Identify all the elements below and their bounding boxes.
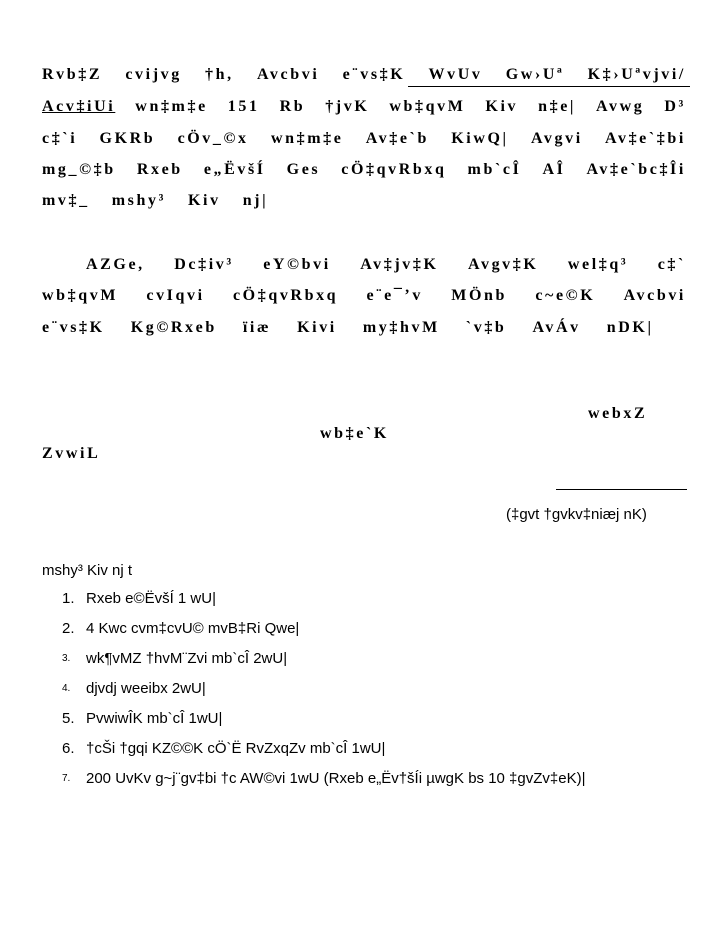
word: eY©bvi bbox=[263, 256, 331, 273]
list-number: 6. bbox=[62, 740, 75, 757]
word: cÖ‡qvRbxq bbox=[341, 161, 447, 178]
word: Avcbvi bbox=[256, 66, 320, 83]
list-item bbox=[62, 764, 585, 794]
header-line-1 bbox=[42, 66, 686, 84]
word: GKRb bbox=[99, 130, 156, 147]
body-line-1 bbox=[86, 256, 686, 274]
word: e¨vs‡K bbox=[42, 319, 105, 336]
list-text: 200 UvKv g~j¨gv‡bi †c AW©vi 1wU (Rxeb e„Ëv†šÍi µwgK bs 10 ‡gvZv‡eK)| bbox=[86, 770, 586, 787]
word: mv‡_ bbox=[42, 192, 90, 209]
list-number: 4. bbox=[62, 683, 71, 694]
nibedak-label: webxZ bbox=[588, 405, 648, 422]
header-line-4 bbox=[42, 161, 686, 179]
list-item bbox=[62, 644, 585, 674]
word: mg_©‡b bbox=[42, 161, 116, 178]
date-label: ZvwiL bbox=[42, 445, 101, 462]
list-number: 7. bbox=[62, 773, 71, 784]
list-number: 5. bbox=[62, 710, 75, 727]
word: e¨e¯’v bbox=[366, 287, 423, 304]
word: wn‡m‡e bbox=[270, 130, 344, 147]
word: wb‡qvM bbox=[42, 287, 119, 304]
list-text: 4 Kwc cvm‡cvU© mvB‡Ri Qwe| bbox=[86, 620, 300, 637]
word: Rb bbox=[279, 98, 306, 115]
word: Avgvi bbox=[530, 130, 583, 147]
attachments-list bbox=[62, 584, 585, 794]
word: 151 bbox=[227, 98, 260, 115]
word: Kiv bbox=[485, 98, 519, 115]
word: `v‡b bbox=[465, 319, 507, 336]
word: cÖv_©x bbox=[177, 130, 249, 147]
word: MÖnb bbox=[451, 287, 508, 304]
word: cÖ‡qvRbxq bbox=[232, 287, 339, 304]
word: cvijvg bbox=[125, 66, 182, 83]
body-line-3 bbox=[42, 319, 686, 337]
attachments-title: mshy³ Kiv nj t bbox=[42, 562, 133, 579]
header-line-3 bbox=[42, 130, 686, 148]
word: AvÁv bbox=[532, 319, 581, 336]
word: Kivi bbox=[297, 319, 337, 336]
list-item bbox=[62, 734, 585, 764]
word: e¨vs‡K bbox=[342, 66, 406, 83]
list-text: Rxeb e©ËvšÍ 1 wU| bbox=[86, 590, 216, 607]
word: mb`cÎ bbox=[467, 161, 522, 178]
word: cvIqvi bbox=[146, 287, 205, 304]
word: e„ËvšÍ bbox=[203, 161, 266, 178]
list-number: 1. bbox=[62, 590, 75, 607]
list-item bbox=[62, 704, 585, 734]
header-line-5 bbox=[42, 192, 686, 210]
word: †jvK bbox=[325, 98, 370, 115]
word: Rxeb bbox=[136, 161, 183, 178]
list-text: PvwiwÎK mb`cÎ 1wU| bbox=[86, 710, 223, 727]
word: WvUv bbox=[428, 66, 483, 83]
list-text: wk¶vMZ †hvM¨Zvi mb`cÎ 2wU| bbox=[86, 650, 288, 667]
word: my‡hvM bbox=[362, 319, 440, 336]
word: Av‡jv‡K bbox=[360, 256, 439, 273]
list-number: 3. bbox=[62, 653, 71, 664]
body-line-2 bbox=[42, 287, 686, 305]
applicant-name: (‡gvt †gvkv‡niæj nK) bbox=[506, 506, 647, 523]
word: Avgv‡K bbox=[468, 256, 539, 273]
word: Av‡e`bc‡Îi bbox=[586, 161, 686, 178]
word: D³ bbox=[664, 98, 686, 115]
word: Avwg bbox=[596, 98, 645, 115]
word: mshy³ bbox=[111, 192, 166, 209]
word: †h, bbox=[205, 66, 234, 83]
nibedan-label: wb‡e`K bbox=[320, 425, 389, 442]
list-item bbox=[62, 584, 585, 614]
word: Acv‡iUi bbox=[42, 98, 116, 115]
list-number: 2. bbox=[62, 620, 75, 637]
signature-line bbox=[556, 489, 687, 490]
word: Av‡e`‡bi bbox=[605, 130, 686, 147]
word: Gw›Uª bbox=[505, 66, 565, 83]
position-underline bbox=[408, 86, 690, 87]
word: Rvb‡Z bbox=[42, 66, 103, 83]
word: Kiv bbox=[187, 192, 221, 209]
list-text: djvdj weeibx 2wU| bbox=[86, 680, 206, 697]
word: c~e©K bbox=[535, 287, 596, 304]
word: Kg©Rxeb bbox=[130, 319, 217, 336]
word: nj| bbox=[242, 192, 269, 209]
word: c‡` bbox=[657, 256, 686, 273]
word: Ges bbox=[286, 161, 321, 178]
word: wn‡m‡e bbox=[135, 98, 208, 115]
word: K‡›Uªvjvi/ bbox=[587, 66, 686, 83]
word: ïiæ bbox=[242, 319, 272, 336]
word: AZGe, bbox=[86, 256, 145, 273]
word: AÎ bbox=[542, 161, 566, 178]
word: Av‡e`b bbox=[365, 130, 429, 147]
word: Dc‡iv³ bbox=[174, 256, 234, 273]
word: nDK| bbox=[606, 319, 654, 336]
word: c‡`i bbox=[42, 130, 78, 147]
header-line-2 bbox=[42, 98, 686, 116]
word: Avcbvi bbox=[623, 287, 686, 304]
word: wel‡q³ bbox=[567, 256, 629, 273]
list-item bbox=[62, 674, 585, 704]
word: wb‡qvM bbox=[389, 98, 466, 115]
word: n‡e| bbox=[538, 98, 577, 115]
list-item bbox=[62, 614, 585, 644]
word: KiwQ| bbox=[451, 130, 509, 147]
list-text: †cŠi †gqi KZ©©K cÖ`Ë RvZxqZv mb`cÎ 1wU| bbox=[86, 740, 386, 757]
